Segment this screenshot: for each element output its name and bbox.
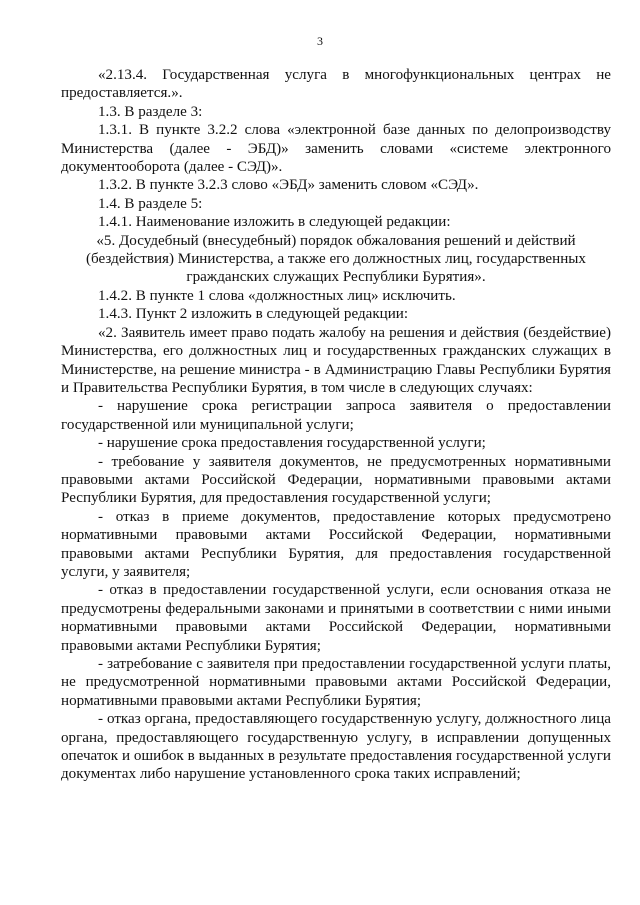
- paragraph-1-4-2: 1.4.2. В пункте 1 слова «должностных лиц» исключить.: [98, 287, 456, 304]
- document-body: [61, 66, 611, 784]
- case-item-5: - отказ в предоставлении государственной услуги, если основания отказа не предусмотрены федеральными законами и принятыми в соответствии с ними иными нормативными правовыми актами Российской Федерации, нормативными правовыми актами Республики Бурятия;: [61, 582, 611, 654]
- page-number: 3: [317, 34, 323, 48]
- paragraph-2-13-4: «2.13.4. Государственная услуга в многофункциональных центрах не предоставляется.».: [61, 67, 611, 102]
- case-item-6: - затребование с заявителя при предоставлении государственной услуги платы, не предусмотренной нормативными правовыми актами Российской Федерации, нормативными правовыми актами Республики Бурятия;: [61, 656, 611, 709]
- paragraph-1-4-3: 1.4.3. Пункт 2 изложить в следующей редакции:: [98, 306, 409, 323]
- case-item-7: - отказ органа, предоставляющего государственную услугу, должностного лица органа, предоставляющего государственную услугу, в исправлении допущенных опечаток и ошибок в выданных в результате предоставления государственной услуги документах либо нарушение установленного срока таких исправлений;: [61, 711, 611, 783]
- paragraph-1-4: 1.4. В разделе 5:: [98, 195, 203, 212]
- case-item-4: - отказ в приеме документов, предоставление которых предусмотрено нормативными правовыми актами Российской Федерации, нормативными правовыми актами Республики Бурятия, для предоставления государственной услуги, у заявителя;: [61, 508, 611, 580]
- paragraph-point-2: «2. Заявитель имеет право подать жалобу на решения и действия (бездействие) Министерства, его должностных лиц и государственных гражданских служащих в Министерстве, на решение министра - в Администрацию Главы Республики Бурятия и Правительства Республики Бурятия, в том числе в следующих случаях:: [61, 324, 611, 396]
- case-item-3: - требование у заявителя документов, не предусмотренных нормативными правовыми актами Российской Федерации, нормативными правовыми актами Республики Бурятия, для предоставления государственной услуги;: [61, 453, 611, 507]
- paragraph-1-3-1: 1.3.1. В пункте 3.2.2 слова «электронной базе данных по делопроизводству Министерства (далее - ЭБД)» заменить словами «системе электронного документооборота (далее - СЭД)».: [61, 122, 611, 176]
- paragraph-1-3: 1.3. В разделе 3:: [98, 103, 203, 120]
- case-item-1: - нарушение срока регистрации запроса заявителя о предоставлении государственной или муниципальной услуги;: [61, 398, 611, 433]
- paragraph-1-4-1: 1.4.1. Наименование изложить в следующей редакции:: [98, 214, 451, 231]
- case-item-2: - нарушение срока предоставления государственной услуги;: [98, 435, 486, 452]
- section-5-heading-quote: «5. Досудебный (внесудебный) порядок обжалования решений и действий (бездействия) Министерства, а также его должностных лиц, государственных гражданских служащих Республики Бурятия».: [86, 232, 586, 286]
- paragraph-1-3-2: 1.3.2. В пункте 3.2.3 слово «ЭБД» заменить словом «СЭД».: [98, 177, 479, 194]
